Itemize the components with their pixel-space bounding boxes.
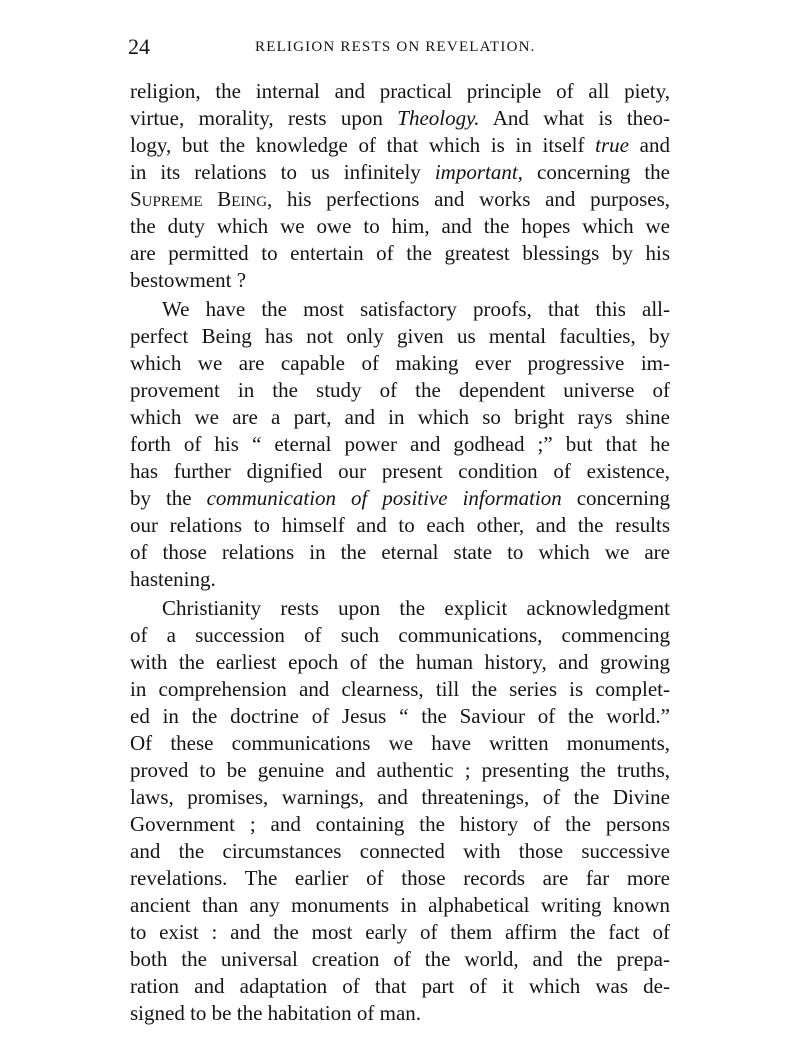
text-segment: Government ; and containing the history of the persons: [130, 812, 670, 836]
text-segment: of a succession of such communications, commencing: [130, 623, 670, 647]
italic-text: true: [595, 133, 629, 157]
text-segment: the duty which we owe to him, and the hopes which we: [130, 214, 670, 238]
text-line: [130, 267, 670, 294]
text-line: [130, 159, 670, 186]
body-text: [130, 78, 670, 1027]
text-segment: proved to be genuine and authentic ; presenting the truths,: [130, 758, 670, 782]
text-line: [130, 676, 670, 703]
text-segment: logy, but the knowledge of that which is in itself: [130, 133, 596, 157]
text-line: [130, 730, 670, 757]
text-segment: our relations to himself and to each other, and the results: [130, 513, 670, 537]
italic-text: communication of positive information: [206, 486, 562, 510]
text-line: [130, 622, 670, 649]
text-line: [130, 649, 670, 676]
text-segment: of those relations in the eternal state to which we are: [130, 540, 670, 564]
text-segment: ancient than any monuments in alphabetical writing known: [130, 893, 670, 917]
text-line: [130, 946, 670, 973]
text-segment: ed in the doctrine of Jesus “ the Saviour of the world.”: [130, 704, 670, 728]
text-segment: by the: [130, 486, 207, 510]
text-line: [130, 595, 670, 622]
text-line: [130, 132, 670, 159]
text-line: [130, 892, 670, 919]
text-line: [130, 213, 670, 240]
text-segment: and: [629, 133, 670, 157]
text-segment: provement in the study of the dependent universe of: [130, 378, 670, 402]
text-segment: which we are a part, and in which so bright rays shine: [130, 405, 670, 429]
text-line: [130, 240, 670, 267]
page-number: 24: [128, 34, 150, 59]
text-line: [130, 757, 670, 784]
text-segment: religion, the internal and practical principle of all piety,: [130, 79, 670, 103]
text-segment: concerning: [561, 486, 670, 510]
text-segment: And what is theo-: [479, 106, 670, 130]
text-segment: We have the most satisfactory proofs, that this all-: [162, 297, 670, 321]
text-line: [130, 458, 670, 485]
text-line: [130, 350, 670, 377]
text-line: [130, 539, 670, 566]
text-segment: to exist : and the most early of them affirm the fact of: [130, 920, 670, 944]
text-segment: forth of his “ eternal power and godhead ;” but that he: [130, 432, 670, 456]
text-line: [130, 78, 670, 105]
text-line: [130, 512, 670, 539]
text-segment: his perfections and works and purposes,: [272, 187, 670, 211]
text-segment: ration and adaptation of that part of it which was de-: [130, 974, 670, 998]
text-line: [130, 296, 670, 323]
text-line: [130, 811, 670, 838]
text-line: [130, 485, 670, 512]
text-segment: both the universal creation of the world, and the prepa-: [130, 947, 670, 971]
text-line: [130, 703, 670, 730]
text-line: [130, 566, 670, 593]
text-line: [130, 377, 670, 404]
text-line: [130, 431, 670, 458]
running-head: RELIGION RESTS ON REVELATION.: [255, 39, 536, 55]
text-line: [130, 1000, 670, 1027]
text-segment: Christianity rests upon the explicit acknowledgment: [162, 596, 670, 620]
page-header: [128, 34, 673, 62]
text-segment: in its relations to us infinitely: [130, 160, 435, 184]
text-segment: and the circumstances connected with those successive: [130, 839, 670, 863]
text-segment: which we are capable of making ever progressive im-: [130, 351, 670, 375]
text-line: [130, 105, 670, 132]
text-segment: virtue, morality, rests upon: [130, 106, 398, 130]
text-line: [130, 919, 670, 946]
text-line: [130, 186, 670, 213]
text-line: [130, 865, 670, 892]
text-line: [130, 404, 670, 431]
italic-text: Theology.: [397, 106, 480, 130]
text-segment: Of these communications we have written monuments,: [130, 731, 670, 755]
text-line: [130, 323, 670, 350]
text-segment: with the earliest epoch of the human history, and growing: [130, 650, 670, 674]
text-segment: has further dignified our present condition of existence,: [130, 459, 670, 483]
text-line: [130, 838, 670, 865]
italic-text: important,: [434, 160, 523, 184]
small-caps-text: Supreme Being,: [130, 187, 273, 211]
text-line: [130, 784, 670, 811]
text-segment: hastening.: [130, 567, 216, 591]
text-segment: laws, promises, warnings, and threatenings, of the Divine: [130, 785, 670, 809]
text-line: [130, 973, 670, 1000]
text-segment: perfect Being has not only given us mental faculties, by: [130, 324, 670, 348]
text-segment: are permitted to entertain of the greatest blessings by his: [130, 241, 670, 265]
text-segment: revelations. The earlier of those records are far more: [130, 866, 670, 890]
text-segment: bestowment ?: [130, 268, 247, 292]
text-segment: signed to be the habitation of man.: [130, 1001, 422, 1025]
text-segment: concerning the: [522, 160, 670, 184]
text-segment: in comprehension and clearness, till the series is complet-: [130, 677, 670, 701]
